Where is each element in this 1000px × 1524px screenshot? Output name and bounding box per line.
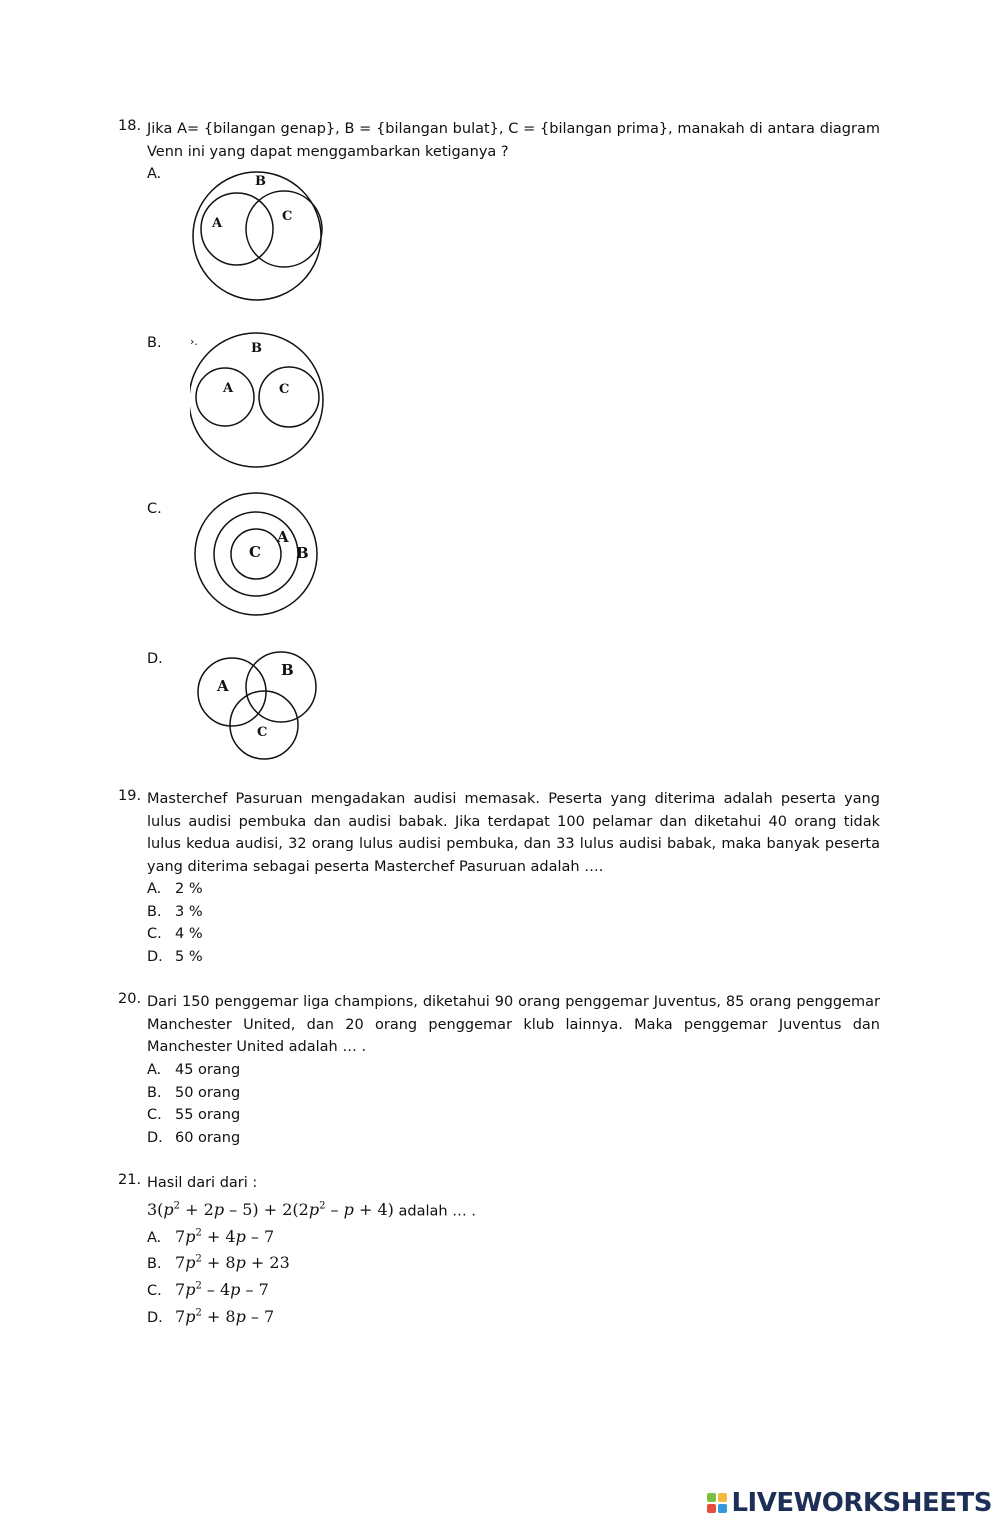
option-text: 50 orang: [175, 1085, 241, 1101]
question-20-number: 20.: [118, 991, 142, 1007]
q20-option-b[interactable]: [147, 1082, 240, 1105]
q19-option-d[interactable]: [147, 946, 203, 969]
liveworksheets-logo-text: LIVEWORKSHEETS: [731, 1488, 992, 1518]
option-math: $7p^2 + 4p - 7$: [175, 1227, 275, 1247]
option-text: 4 %: [175, 926, 203, 942]
question-20-text: Dari 150 penggemar liga champions, diketahui 90 orang penggemar Juventus, 85 orang penggemar Manchester United, dan 20 orang penggemar klub lainnya. Maka penggemar Juventus dan Manchester United adalah … .: [147, 994, 880, 1055]
venn-diagram-d: [190, 648, 330, 763]
question-21-text: Hasil dari dari :: [147, 1175, 258, 1191]
option-label: A.: [147, 881, 162, 897]
q21-option-a[interactable]: [147, 1223, 274, 1250]
venn-c-label-a: A: [277, 528, 289, 546]
option-label: C.: [147, 1283, 162, 1300]
q20-option-a[interactable]: [147, 1059, 240, 1082]
option-label: B.: [147, 1085, 162, 1101]
venn-diagram-a: [190, 168, 330, 308]
option-label: D.: [147, 949, 163, 965]
logo-square-blue: [718, 1504, 727, 1513]
option-label: A.: [147, 1230, 162, 1247]
q21-option-b[interactable]: [147, 1249, 290, 1276]
option-label: D.: [147, 1130, 163, 1146]
venn-a-label-a: A: [212, 216, 223, 231]
venn-b-set-a-circle: [196, 368, 254, 426]
venn-a-set-c-circle: [246, 191, 322, 267]
logo-square-red: [707, 1504, 716, 1513]
option-text: 55 orang: [175, 1107, 241, 1123]
question-21-number: 21.: [118, 1172, 142, 1188]
venn-diagram-b: [190, 332, 330, 472]
venn-a-label-c: C: [282, 209, 293, 224]
option-label: B.: [147, 904, 162, 920]
venn-diagram-c: [190, 492, 330, 622]
option-text: 5 %: [175, 949, 203, 965]
question-19-number: 19.: [118, 788, 142, 804]
q18-option-b-stray-mark: ›.: [190, 335, 198, 348]
venn-c-label-b: B: [296, 544, 309, 562]
option-label: B.: [147, 1256, 162, 1273]
question-21-expression: [147, 1196, 476, 1223]
q18-option-b-label: B.: [147, 335, 162, 351]
option-text: 2 %: [175, 881, 203, 897]
q18-option-c-label: C.: [147, 501, 162, 517]
expression-tail: adalah … .: [398, 1203, 476, 1220]
venn-d-label-b: B: [281, 661, 294, 679]
option-label: D.: [147, 1310, 163, 1327]
option-math: $7p^2 + 8p + 23$: [175, 1253, 290, 1273]
option-math: $7p^2 + 8p - 7$: [175, 1307, 275, 1327]
question-18-number: 18.: [118, 118, 142, 134]
question-18-text: Jika A= {bilangan genap}, B = {bilangan bulat}, C = {bilangan prima}, manakah di antara diagram Venn ini yang dapat menggambarkan ketiganya ?: [147, 121, 880, 160]
logo-square-yellow: [718, 1493, 727, 1502]
venn-a-set-b-circle: [193, 172, 321, 300]
q21-option-c[interactable]: [147, 1276, 269, 1303]
option-text: 60 orang: [175, 1130, 241, 1146]
q18-option-d-label: D.: [147, 651, 163, 667]
q20-option-c[interactable]: [147, 1104, 240, 1127]
q19-option-b[interactable]: [147, 901, 203, 924]
question-19-text: Masterchef Pasuruan mengadakan audisi memasak. Peserta yang diterima adalah peserta yang lulus audisi pembuka dan audisi babak. Jika terdapat 100 pelamar dan diketahui 40 orang tidak lulus kedua audisi, 32 orang lulus audisi pembuka, dan 33 lulus audisi babak, maka banyak peserta yang diterima sebagai peserta Masterchef Pasuruan adalah ….: [147, 791, 880, 875]
venn-b-label-c: C: [279, 382, 290, 397]
q18-option-a-label: A.: [147, 166, 162, 182]
option-label: A.: [147, 1062, 162, 1078]
venn-b-set-c-circle: [259, 367, 319, 427]
option-text: 45 orang: [175, 1062, 241, 1078]
q19-option-a[interactable]: [147, 878, 203, 901]
liveworksheets-logo-icon: [707, 1493, 727, 1513]
logo-square-green: [707, 1493, 716, 1502]
venn-d-label-a: A: [217, 677, 229, 695]
liveworksheets-logo: [707, 1488, 992, 1518]
option-label: C.: [147, 926, 162, 942]
venn-c-label-c: C: [249, 543, 261, 561]
q20-option-d[interactable]: [147, 1127, 240, 1150]
expression-math: $3(p^2 + 2p - 5) + 2(2p^2 - p + 4)$: [147, 1200, 394, 1220]
venn-a-label-b: B: [255, 174, 266, 189]
q19-option-c[interactable]: [147, 923, 203, 946]
option-label: C.: [147, 1107, 162, 1123]
venn-b-label-a: A: [223, 381, 234, 396]
venn-d-label-c: C: [257, 725, 268, 740]
option-math: $7p^2 - 4p - 7$: [175, 1280, 269, 1300]
venn-b-label-b: B: [251, 341, 262, 356]
option-text: 3 %: [175, 904, 203, 920]
q21-option-d[interactable]: [147, 1303, 274, 1330]
